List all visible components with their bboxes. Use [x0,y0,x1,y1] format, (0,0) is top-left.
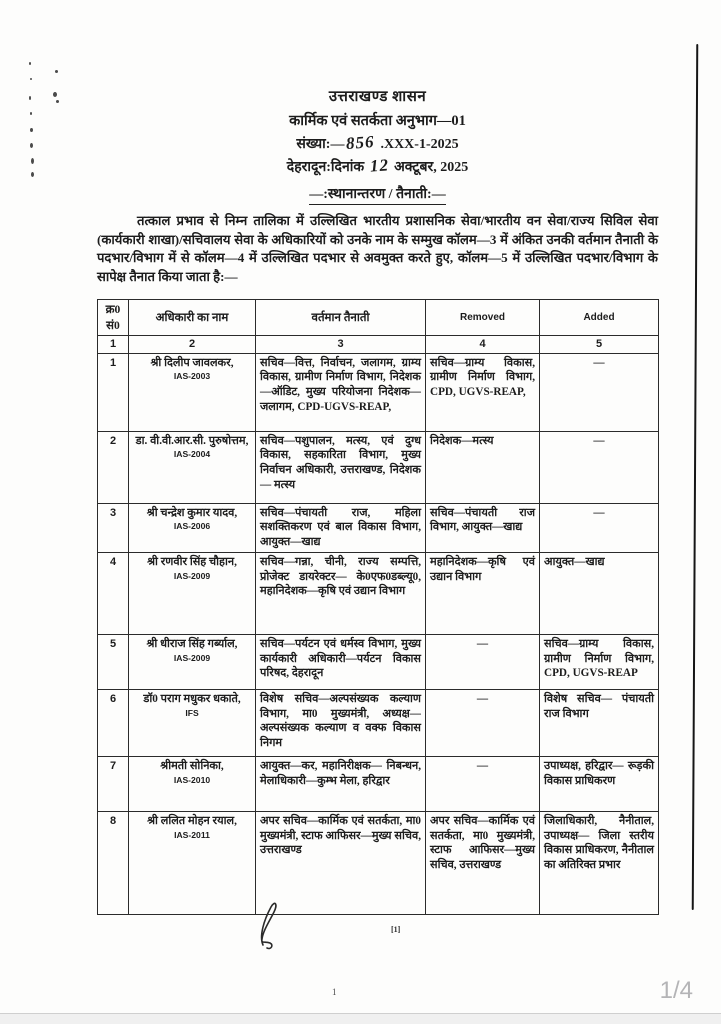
col-num-2: 2 [129,336,256,354]
subject-line [97,184,658,205]
col-header-sno: क्र0 सं0 [98,300,129,336]
col-header-current: वर्तमान तैनाती [256,300,426,336]
letter-number-handwritten: 856 [345,132,376,153]
table-row [98,756,659,811]
signature-mark [250,898,296,950]
cell-removed: सचिव—पंचायती राज विभाग, आयुक्त—खाद्य [426,503,540,552]
cell-sno: 7 [98,756,129,811]
cell-removed: — [426,634,540,689]
cell-current-posting: आयुक्त—कर, महानिरीक्षक— निबन्धन, मेलाधिकारी—कुम्भ मेला, हरिद्वार [256,756,426,811]
officer-cadre: IAS-2003 [173,371,211,382]
cell-current-posting: सचिव—पंचायती राज, महिला सशक्तिकरण एवं बाल विकास विभाग, आयुक्त—खाद्य [256,503,426,552]
cell-sno: 3 [98,503,129,552]
cell-officer-name [129,689,256,756]
officer-name: डा. वी.वी.आर.सी. पुरुषोत्तम, [135,434,249,447]
letter-number-suffix: .XXX-1-2025 [380,137,459,152]
cell-current-posting: सचिव—वित्त, निर्वाचन, जलागम, ग्राम्य विकास, ग्रामीण निर्माण विभाग, निदेशक—ऑडिट, मुख्य परियोजना निदेशक—जलागम, CPD-UGVS-REAP, [256,353,426,431]
cell-sno: 5 [98,634,129,689]
officer-cadre: IAS-2010 [173,774,211,785]
col-num-1: 1 [98,336,129,354]
cell-officer-name [129,634,256,689]
cell-sno: 4 [98,552,129,634]
cell-added: सचिव—ग्राम्य विकास, ग्रामीण निर्माण विभाग, CPD, UGVS-REAP [540,634,659,689]
officer-name: श्री चन्द्रेश कुमार यादव, [146,506,238,519]
cell-sno: 1 [98,353,129,431]
cell-current-posting: विशेष सचिव—अल्पसंख्यक कल्याण विभाग, मा0 मुख्यमंत्री, अध्यक्ष— अल्पसंख्यक कल्याण व वक्फ विकास निगम [256,689,426,756]
cell-officer-name [129,552,256,634]
cell-current-posting: सचिव—गन्ना, चीनी, राज्य सम्पत्ति, प्रोजेक्ट डायरेक्टर— के0एफ0डब्ल्यू0, महानिदेशक—कृषि एवं उद्यान विभाग [256,552,426,634]
officer-cadre: IAS-2004 [173,449,211,460]
cell-current-posting: अपर सचिव—कार्मिक एवं सतर्कता, मा0 मुख्यमंत्री, स्टाफ आफिसर—मुख्य सचिव, उत्तराखण्ड [256,811,426,914]
cell-officer-name [129,811,256,914]
table-row [98,634,659,689]
table-row [98,552,659,634]
table-row [98,689,659,756]
col-header-name: अधिकारी का नाम [129,300,256,336]
department-line: कार्मिक एवं सतर्कता अनुभाग—01 [289,113,466,129]
cell-current-posting: सचिव—पर्यटन एवं धर्मस्व विभाग, मुख्य कार्यकारी अधिकारी—पर्यटन विकास परिषद, देहरादून [256,634,426,689]
cell-officer-name [129,431,256,503]
intro-paragraph: तत्काल प्रभाव से निम्न तालिका में उल्लिखित भारतीय प्रशासनिक सेवा/भारतीय वन सेवा/राज्य सिविल सेवा (कार्यकारी शाखा)/सचिवालय सेवा के अधिकारियों को उनके नाम के सम्मुख कॉलम—3 में अंकित उनकी वर्तमान तैनाती के पदभार/विभाग में से कॉलम—4 में उल्लिखित पदभार से अवमुक्त करते हुए, कॉलम—5 में उल्लिखित पदभार/विभाग के सापेक्ष तैनात किया जाता है:— [97,213,658,284]
officer-cadre: IAS-2006 [173,521,211,532]
cell-added: विशेष सचिव— पंचायती राज विभाग [540,689,659,756]
cell-officer-name [129,756,256,811]
table-row [98,353,659,431]
col-num-4: 4 [426,336,540,354]
cell-removed: सचिव—ग्राम्य विकास, ग्रामीण निर्माण विभाग, CPD, UGVS-REAP, [426,353,540,431]
officer-cadre: IAS-2011 [174,829,210,840]
cell-added: आयुक्त—खाद्य [540,552,659,634]
officer-name: श्रीमती सोनिका, [160,759,224,772]
date-handwritten: 12 [368,155,390,176]
officer-cadre: IFS [185,707,199,718]
cell-added: — [540,431,659,503]
letterhead [97,86,658,205]
col-header-added: Added [540,300,659,336]
officer-name: श्री धीराज सिंह गर्ब्याल, [146,637,238,650]
col-num-5: 5 [540,336,659,354]
column-number-row [98,336,659,354]
page-number: 1 [332,987,337,997]
officer-name: श्री दिलीप जावलकर, [150,356,234,369]
cell-sno: 6 [98,689,129,756]
letter-number-prefix: संख्या:— [296,137,345,152]
cell-removed: — [426,756,540,811]
cell-sno: 2 [98,431,129,503]
officer-cadre: IAS-2009 [173,570,211,581]
officer-name: श्री ललित मोहन रयाल, [147,814,237,827]
col-num-3: 3 [256,336,426,354]
cell-current-posting: सचिव—पशुपालन, मत्स्य, एवं दुग्ध विकास, सहकारिता विभाग, मुख्य निर्वाचन अधिकारी, उत्तराखण्ड, निदेशक— मत्स्य [256,431,426,503]
cell-removed: निदेशक—मत्स्य [426,431,540,503]
officer-name: डॉ0 पराग मधुकर धकाते, [143,692,241,705]
col-header-removed: Removed [426,300,540,336]
cell-removed: अपर सचिव—कार्मिक एवं सतर्कता, मा0 मुख्यमंत्री, स्टाफ आफिसर—मुख्य सचिव, उत्तराखण्ड [426,811,540,914]
table-header-row [98,300,659,336]
table-row [98,431,659,503]
scan-edge-line [692,44,699,910]
table-row [98,503,659,552]
transfer-table [97,299,659,914]
date-prefix: देहरादून:दिनांक [286,160,365,175]
cell-added: — [540,353,659,431]
cell-removed: — [426,689,540,756]
footnote-marker: [1] [391,925,401,934]
cell-added: — [540,503,659,552]
cell-added: जिलाधिकारी, नैनीताल, उपाध्यक्ष— जिला स्तरीय विकास प्राधिकरण, नैनीताल का अतिरिक्त प्रभार [540,811,659,914]
date-line [97,156,658,176]
cell-sno: 8 [98,811,129,914]
officer-cadre: IAS-2009 [173,652,211,663]
cell-officer-name [129,503,256,552]
document-page [97,86,658,915]
table-row [98,811,659,914]
subject-text: —:स्थानान्तरण / तैनाती:— [309,184,445,205]
govt-title: उत्तराखण्ड शासन [328,89,427,105]
letter-number-line [97,133,658,153]
cell-added: उपाध्यक्ष, हरिद्वार— रूड़की विकास प्राधिकरण [540,756,659,811]
officer-name: श्री रणवीर सिंह चौहान, [147,555,237,568]
cell-officer-name [129,353,256,431]
viewer-page-indicator: 1/4 [659,977,693,1004]
date-suffix: अक्टूबर, 2025 [394,160,469,175]
scan-bottom-edge [0,1013,721,1024]
cell-removed: महानिदेशक—कृषि एवं उद्यान विभाग [426,552,540,634]
